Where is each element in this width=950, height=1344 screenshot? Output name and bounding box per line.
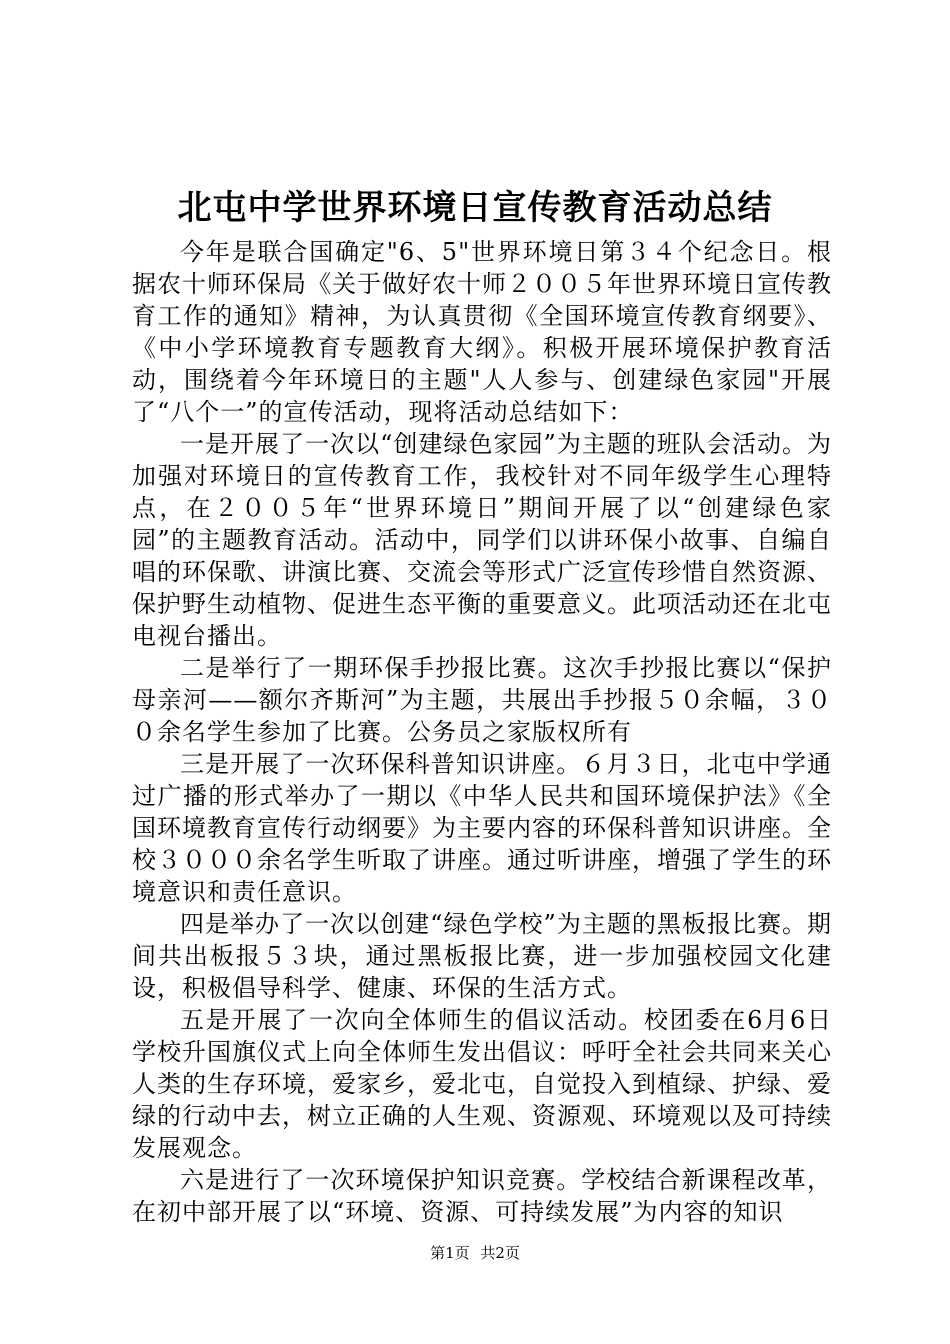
paragraph-item-6: 六是进行了一次环境保护知识竞赛。学校结合新课程改革，在初中部开展了以“环境、资源、可持续发展”为内容的知识 [132,1166,832,1226]
page-total: 共2页 [480,1244,520,1262]
page-footer [0,1243,950,1263]
paragraph-intro: 今年是联合国确定"6、5"世界环境日第３４个纪念日。根据农十师环保局《关于做好农十师２００５年世界环境日宣传教育工作的通知》精神，为认真贯彻《全国环境宣传教育纲要》、《中小学环境教育专题教育大纲》。积极开展环境保护教育活动，围绕着今年环境日的主题"人人参与、创建绿色家园"开展了“八个一”的宣传活动，现将活动总结如下： [132,238,832,426]
document-title: 北屯中学世界环境日宣传教育活动总结 [177,188,773,228]
paragraph-item-1: 一是开展了一次以“创建绿色家园”为主题的班队会活动。为加强对环境日的宣传教育工作，我校针对不同年级学生心理特点，在２００５年“世界环境日”期间开展了以“创建绿色家园”的主题教育活动。活动中，同学们以讲环保小故事、自编自唱的环保歌、讲演比赛、交流会等形式广泛宣传珍惜自然资源、保护野生动植物、促进生态平衡的重要意义。此项活动还在北屯电视台播出。 [132,430,832,650]
paragraph-item-4: 四是举办了一次以创建“绿色学校”为主题的黑板报比赛。期间共出板报５３块，通过黑板报比赛，进一步加强校园文化建设，积极倡导科学、健康、环保的生活方式。 [132,910,832,1002]
paragraph-item-3: 三是开展了一次环保科普知识讲座。６月３日，北屯中学通过广播的形式举办了一期以《中华人民共和国环境保护法》《全国环境教育宣传行动纲要》为主要内容的环保科普知识讲座。全校３０００余名学生听取了讲座。通过听讲座，增强了学生的环境意识和责任意识。 [132,750,832,906]
paragraph-item-2: 二是举行了一期环保手抄报比赛。这次手抄报比赛以“保护母亲河——额尔齐斯河”为主题，共展出手抄报５０余幅，３００余名学生参加了比赛。公务员之家版权所有 [132,654,832,746]
document-body [132,236,832,1228]
paragraph-item-5: 五是开展了一次向全体师生的倡议活动。校团委在6月6日学校升国旗仪式上向全体师生发出倡议：呼吁全社会共同来关心人类的生存环境，爱家乡，爱北屯，自觉投入到植绿、护绿、爱绿的行动中去，树立正确的人生观、资源观、环境观以及可持续发展观念。 [132,1006,832,1162]
page-number: 第1页 [430,1244,470,1262]
